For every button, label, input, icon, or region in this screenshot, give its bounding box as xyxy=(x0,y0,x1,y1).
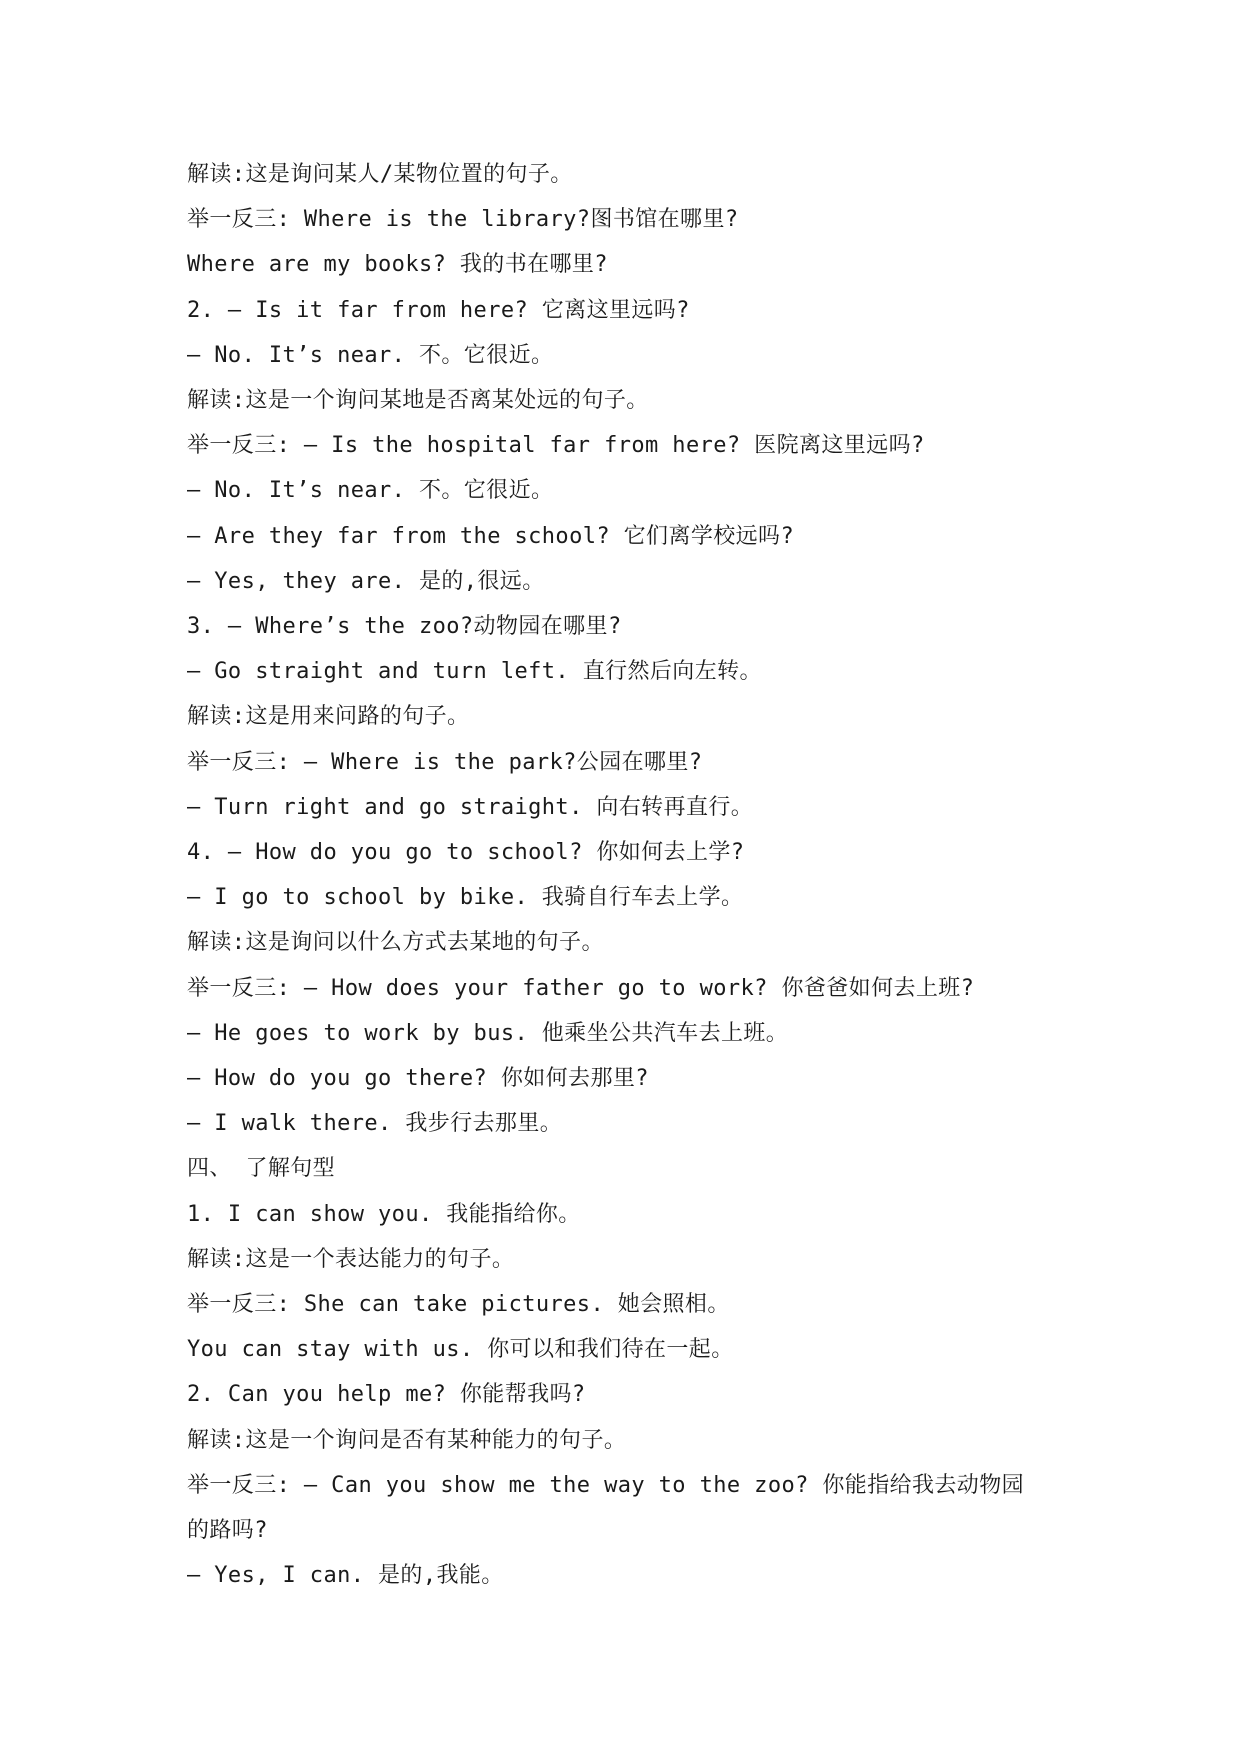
example-line: You can stay with us. 你可以和我们待在一起。 xyxy=(187,1337,734,1363)
dialogue-line: — No. It’s near. 不。它很近。 xyxy=(187,342,554,368)
dialogue-line: — No. It’s near. 不。它很近。 xyxy=(187,478,554,504)
dialogue-line: — Go straight and turn left. 直行然后向左转。 xyxy=(187,659,762,685)
interpretation-line: 解读:这是一个询问是否有某种能力的句子。 xyxy=(187,1427,627,1453)
dialogue-line: — How do you go there? 你如何去那里? xyxy=(187,1066,649,1092)
example-line: 举一反三: Where is the library?图书馆在哪里? xyxy=(187,207,739,233)
interpretation-line: 解读:这是一个询问某地是否离某处远的句子。 xyxy=(187,388,649,414)
sentence-heading: 1. I can show you. 我能指给你。 xyxy=(187,1201,581,1227)
sentence-heading: 3. — Where’s the zoo?动物园在哪里? xyxy=(187,614,622,640)
example-line: 举一反三: She can take pictures. 她会照相。 xyxy=(187,1292,730,1318)
sentence-heading: 2. Can you help me? 你能帮我吗? xyxy=(187,1382,586,1408)
example-line-continuation: 的路吗? xyxy=(187,1518,268,1544)
example-line: 举一反三: — Can you show me the way to the zoo? 你能指给我去动物园 xyxy=(187,1472,1025,1498)
example-line: 举一反三: — Where is the park?公园在哪里? xyxy=(187,749,703,775)
dialogue-line: — Yes, I can. 是的,我能。 xyxy=(187,1563,504,1589)
example-line: 举一反三: — Is the hospital far from here? 医院离这里远吗? xyxy=(187,433,925,459)
example-line: Where are my books? 我的书在哪里? xyxy=(187,252,608,278)
example-line: 举一反三: — How does your father go to work? 你爸爸如何去上班? xyxy=(187,975,975,1001)
sentence-heading: 4. — How do you go to school? 你如何去上学? xyxy=(187,840,745,866)
dialogue-line: — I walk there. 我步行去那里。 xyxy=(187,1111,563,1137)
interpretation-line: 解读:这是询问以什么方式去某地的句子。 xyxy=(187,930,604,956)
section-heading: 四、 了解句型 xyxy=(187,1156,336,1182)
interpretation-line: 解读:这是询问某人/某物位置的句子。 xyxy=(187,162,573,187)
dialogue-line: — Yes, they are. 是的,很远。 xyxy=(187,568,545,594)
interpretation-line: 解读:这是用来问路的句子。 xyxy=(187,704,470,730)
document-body xyxy=(187,152,1067,1599)
interpretation-line: 解读:这是一个表达能力的句子。 xyxy=(187,1246,515,1272)
sentence-heading: 2. — Is it far from here? 它离这里远吗? xyxy=(187,297,690,323)
dialogue-line: — He goes to work by bus. 他乘坐公共汽车去上班。 xyxy=(187,1020,789,1046)
dialogue-line: — Are they far from the school? 它们离学校远吗? xyxy=(187,523,795,549)
dialogue-line: — I go to school by bike. 我骑自行车去上学。 xyxy=(187,885,744,911)
dialogue-line: — Turn right and go straight. 向右转再直行。 xyxy=(187,794,754,820)
